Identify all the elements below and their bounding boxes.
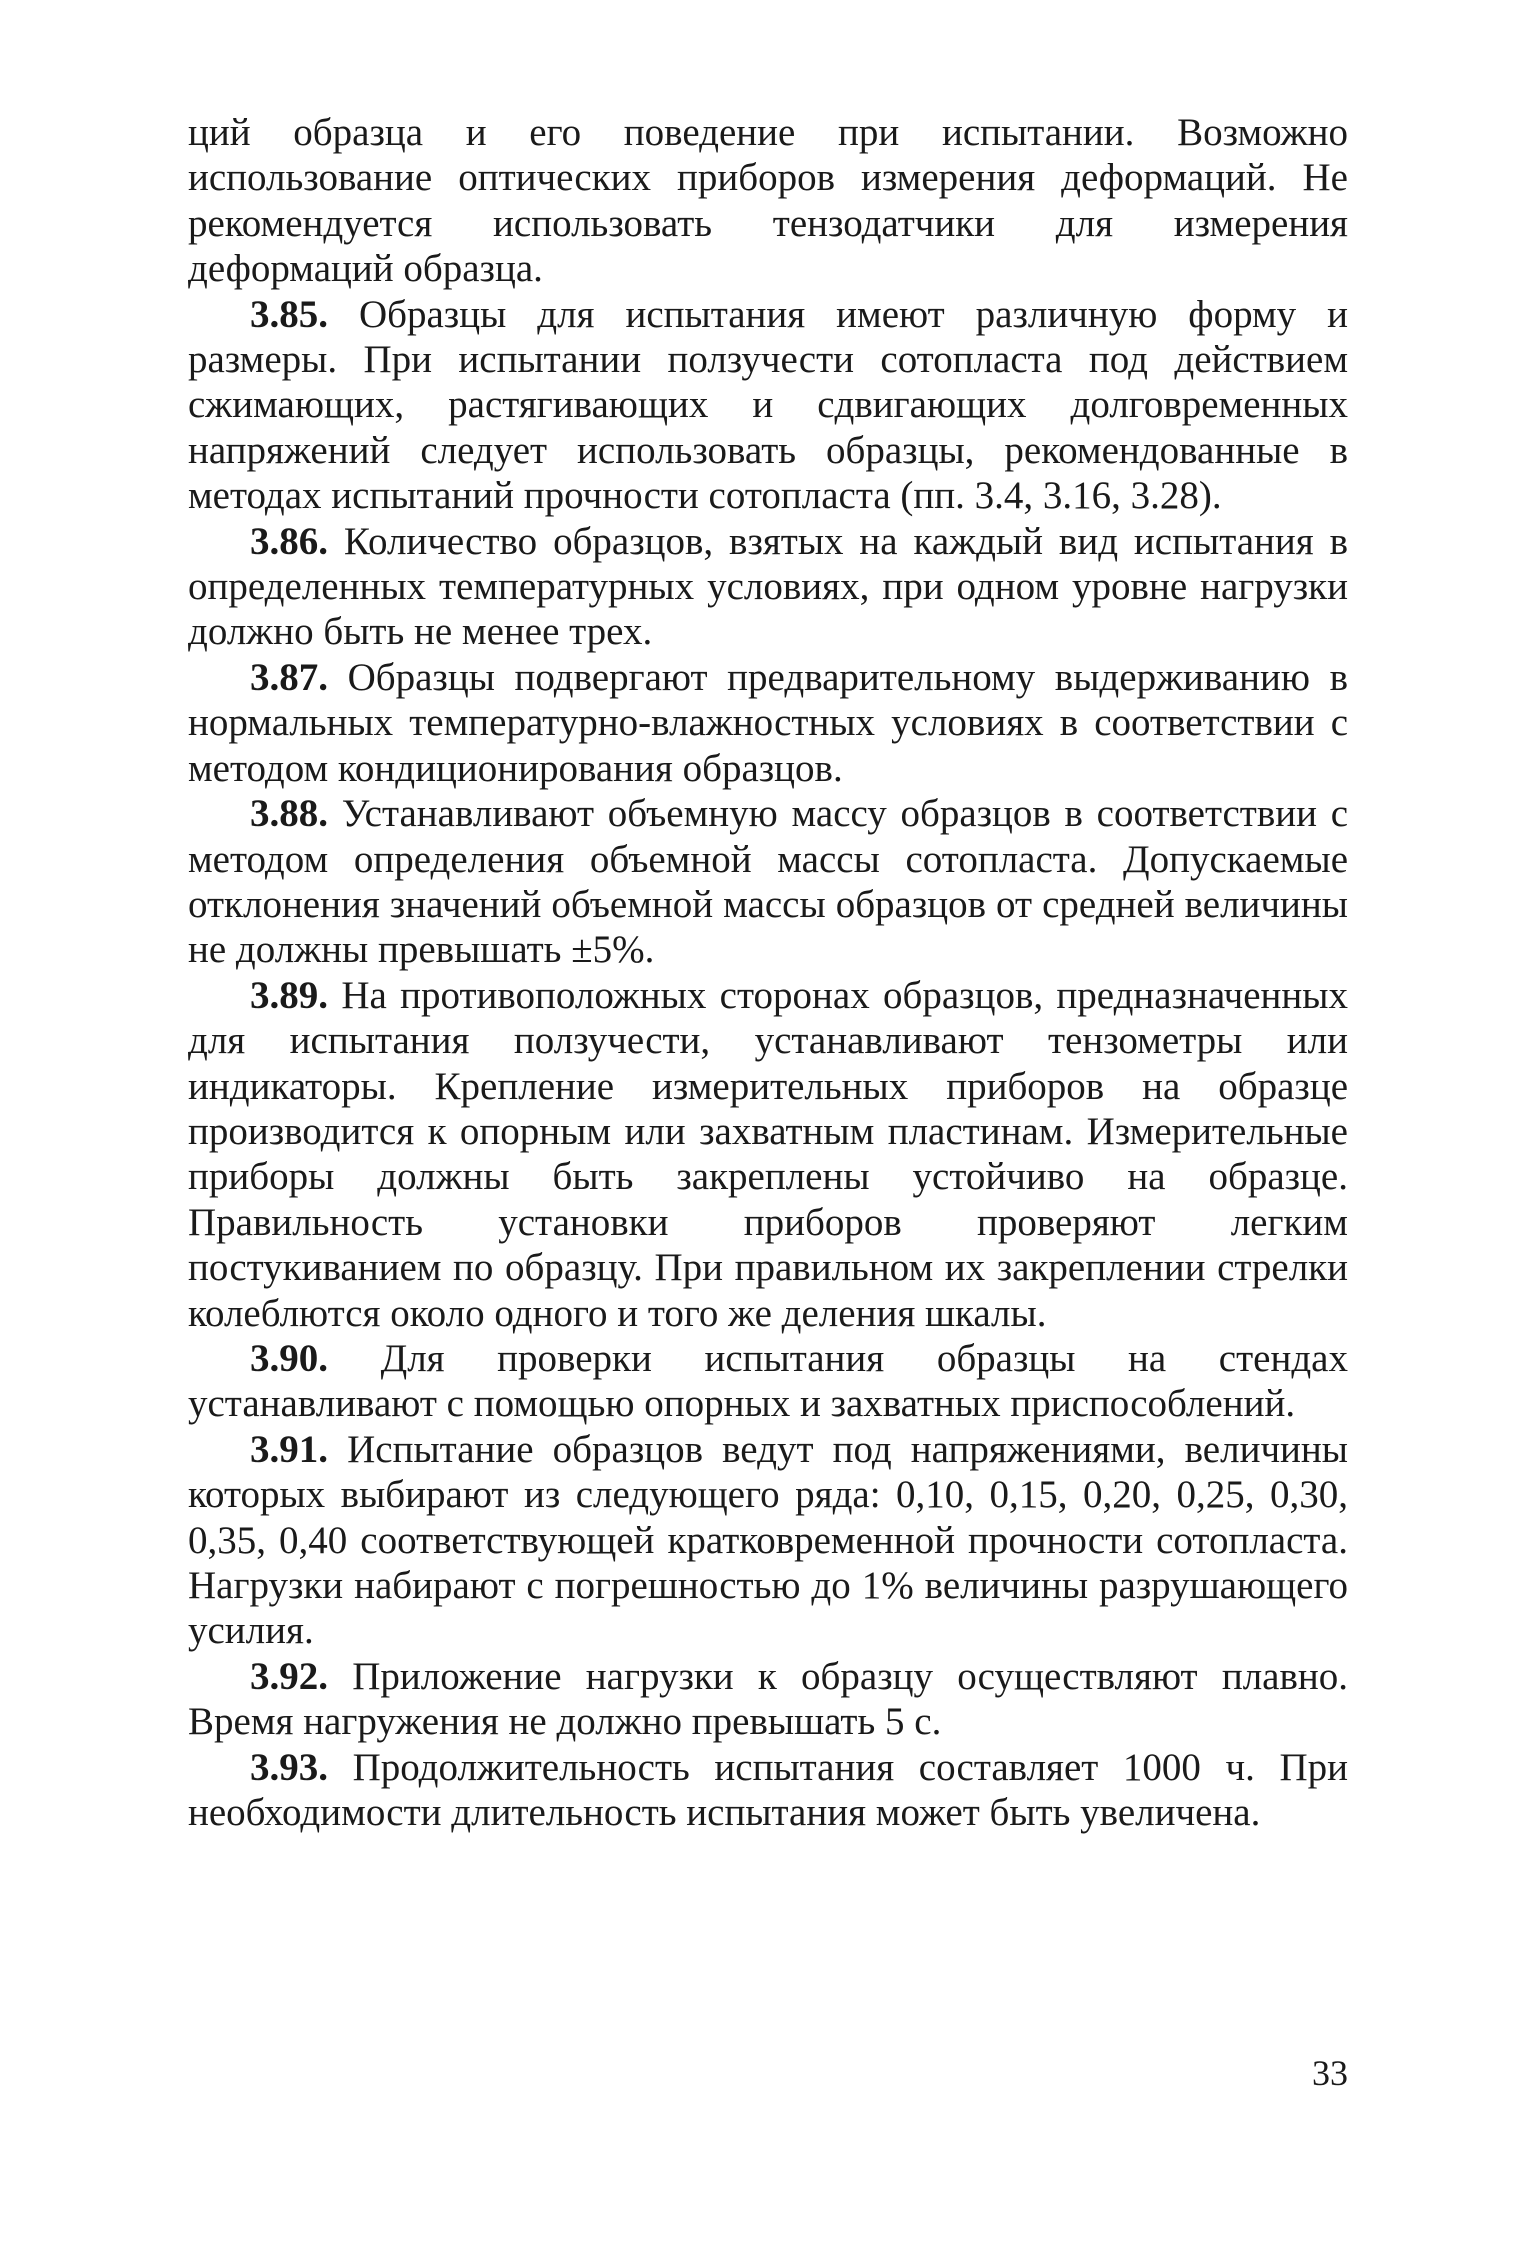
clause-number: 3.93. [250,1745,328,1789]
paragraph-text: ций образца и его поведение при испытании. Возможно использование оптических приборов измерения деформаций. Не рекомендуется использовать тензодатчики для измерения деформаций образца. [188,111,1348,291]
clause-number: 3.88. [250,792,328,836]
clause-number: 3.91. [250,1427,328,1471]
paragraph-3-93 [188,1745,1348,1836]
paragraph-3-90 [188,1336,1348,1427]
clause-number: 3.92. [250,1654,328,1698]
paragraph-text: Устанавливают объемную массу образцов в соответствии с методом определения объемной массы сотопласта. Допускаемые отклонения значений объемной массы образцов от средней величины не должны превышать ±5%. [188,792,1349,972]
paragraph-text: На противоположных сторонах образцов, предназначенных для испытания ползучести, устанавливают тензометры или индикаторы. Крепление измерительных приборов на образце производится к опорным или захватным пластинам. Измерительные приборы должны быть закреплены устойчиво на образце. Правильность установки приборов проверяют легким постукиванием по образцу. При правильном их закреплении стрелки колеблются около одного и того же деления шкалы. [188,973,1348,1335]
paragraph-3-89 [188,973,1348,1336]
paragraph-3-87 [188,655,1348,791]
clause-number: 3.85. [250,292,328,336]
paragraph-text: Испытание образцов ведут под напряжениями, величины которых выбирают из следующего ряда: 0,10, 0,15, 0,20, 0,25, 0,30, 0,35, 0,40 соответствующей кратковременной прочности сотопласта. Нагрузки набирают с погрешностью до 1% величины разрушающего усилия. [188,1427,1349,1653]
clause-number: 3.87. [250,655,328,699]
clause-number: 3.86. [250,519,328,563]
page-number: 33 [1312,2053,1348,2093]
paragraph-3-92 [188,1654,1348,1745]
paragraph-text: Приложение нагрузки к образцу осуществляют плавно. Время нагружения не должно превышать 5 с. [188,1654,1349,1744]
paragraph-3-86 [188,519,1348,655]
paragraph-3-85 [188,292,1348,519]
clause-number: 3.90. [250,1336,328,1380]
paragraph-3-88 [188,791,1348,973]
body-text [188,110,1348,1835]
clause-number: 3.89. [250,973,328,1017]
paragraph-text: Образцы для испытания имеют различную форму и размеры. При испытании ползучести сотопласта под действием сжимающих, растягивающих и сдвигающих долговременных напряжений следует использовать образцы, рекомендованные в методах испытаний прочности сотопласта (пп. 3.4, 3.16, 3.28). [188,292,1349,518]
paragraph-text: Для проверки испытания образцы на стендах устанавливают с помощью опорных и захватных приспособлений. [188,1336,1348,1426]
paragraph-text: Продолжительность испытания составляет 1000 ч. При необходимости длительность испытания может быть увеличена. [188,1745,1348,1835]
paragraph-text: Количество образцов, взятых на каждый вид испытания в определенных температурных условиях, при одном уровне нагрузки должно быть не менее трех. [188,519,1349,654]
paragraph-3-91 [188,1427,1348,1654]
paragraph-continuation [188,110,1348,292]
paragraph-text: Образцы подвергают предварительному выдерживанию в нормальных температурно-влажностных условиях в соответствии с методом кондиционирования образцов. [188,655,1348,790]
